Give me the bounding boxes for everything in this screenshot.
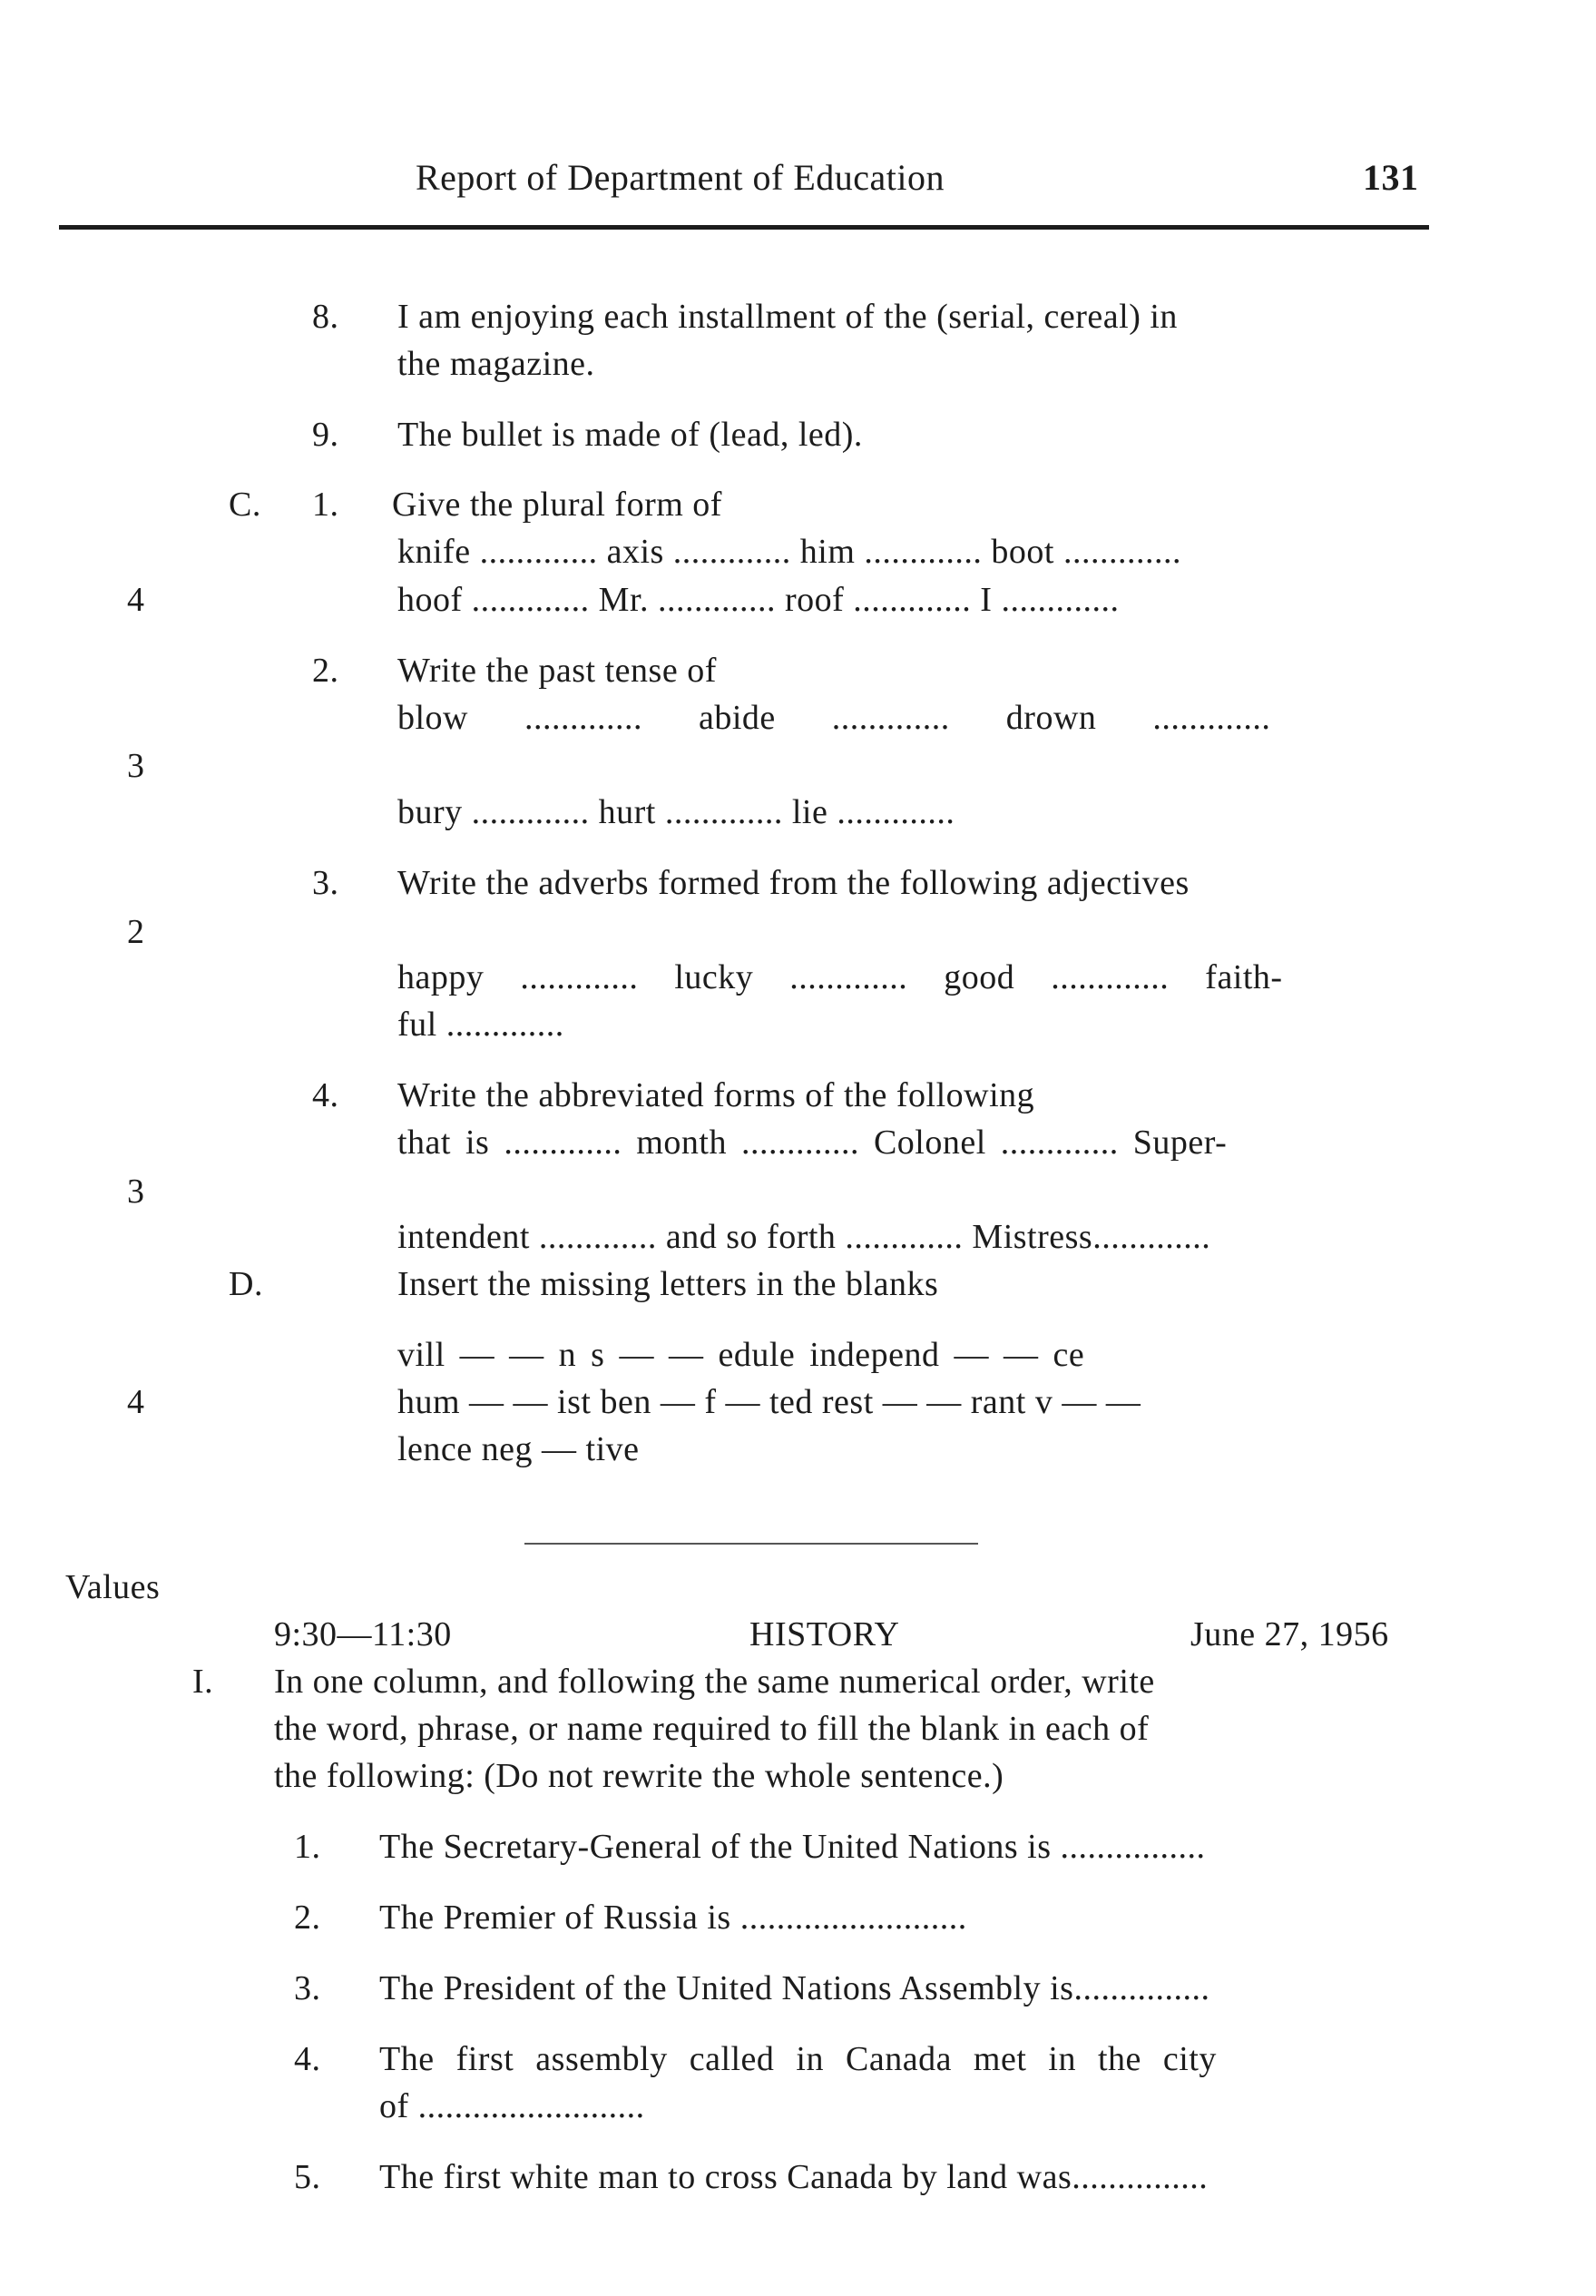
c3-prompt: Write the adverbs formed from the following adjectives — [397, 864, 1190, 902]
history-item-1-number: 1. — [294, 1828, 321, 1866]
c3-value: 2 — [127, 913, 145, 951]
c3-row-2: ful ............. — [397, 1006, 564, 1044]
d-row-3: lence neg — tive — [397, 1430, 640, 1468]
c1-value: 4 — [127, 581, 145, 619]
c3-number: 3. — [312, 864, 339, 902]
section-i-intro-line-1: In one column, and following the same numerical order, write — [274, 1663, 1155, 1701]
c4-row-1: that is ............. month ............. Colonel ............. Super- — [397, 1123, 1228, 1162]
c4-row-2: intendent ............. and so forth ............. Mistress............. — [397, 1218, 1211, 1256]
item-8-line-1: I am enjoying each installment of the (serial, cereal) in — [397, 298, 1178, 336]
running-header-title: Report of Department of Education — [416, 157, 945, 198]
c1-prompt: Give the plural form of — [392, 486, 722, 524]
history-item-5-text: The first white man to cross Canada by land was............... — [379, 2158, 1209, 2196]
c2-number: 2. — [312, 652, 339, 690]
history-item-4-text: The first assembly called in Canada met in the city — [379, 2040, 1217, 2078]
history-item-3-number: 3. — [294, 1969, 321, 2007]
c2-row-2: bury ............. hurt ............. lie ............. — [397, 793, 955, 831]
c1-number: 1. — [312, 486, 339, 524]
d-value: 4 — [127, 1383, 145, 1421]
section-i-intro-line-3: the following: (Do not rewrite the whole sentence.) — [274, 1757, 1004, 1795]
page-number: 131 — [1363, 157, 1419, 198]
history-item-4-text-cont: of ......................... — [379, 2087, 645, 2125]
history-item-1-text: The Secretary-General of the United Nations is ................ — [379, 1828, 1206, 1866]
history-item-2-text: The Premier of Russia is ......................... — [379, 1899, 967, 1937]
section-c-letter: C. — [229, 486, 261, 524]
d-row-1: vill — — n s — — edule independ — — ce — [397, 1336, 1085, 1374]
section-i-intro-line-2: the word, phrase, or name required to fill the blank in each of — [274, 1710, 1150, 1748]
c2-prompt: Write the past tense of — [397, 652, 717, 690]
c4-value: 3 — [127, 1173, 145, 1211]
item-8-line-2: the magazine. — [397, 345, 595, 383]
d-prompt: Insert the missing letters in the blanks — [397, 1265, 939, 1303]
section-divider — [524, 1543, 978, 1545]
d-row-2: hum — — ist ben — f — ted rest — — rant v — — — [397, 1383, 1141, 1421]
values-label: Values — [65, 1568, 161, 1606]
section-i-number: I. — [192, 1663, 214, 1701]
exam-time: 9:30—11:30 — [274, 1615, 452, 1653]
c4-prompt: Write the abbreviated forms of the following — [397, 1076, 1035, 1114]
c3-row-1: happy ............. lucky ............. good ............. faith- — [397, 958, 1283, 996]
item-8-number: 8. — [312, 298, 339, 336]
c2-row-1: blow ............. abide ............. drown ............. — [397, 699, 1271, 737]
c2-value: 3 — [127, 747, 145, 785]
c4-number: 4. — [312, 1076, 339, 1114]
history-item-5-number: 5. — [294, 2158, 321, 2196]
exam-subject: HISTORY — [749, 1615, 900, 1653]
c1-row-1: knife ............. axis ............. him ............. boot ............. — [397, 533, 1181, 571]
c1-row-2: hoof ............. Mr. ............. roof ............. I ............. — [397, 581, 1120, 619]
history-item-3-text: The President of the United Nations Assembly is............... — [379, 1969, 1210, 2007]
exam-date: June 27, 1956 — [1190, 1615, 1389, 1653]
item-9-number: 9. — [312, 416, 339, 454]
section-d-letter: D. — [229, 1265, 263, 1303]
item-9-text: The bullet is made of (lead, led). — [397, 416, 863, 454]
history-item-2-number: 2. — [294, 1899, 321, 1937]
history-item-4-number: 4. — [294, 2040, 321, 2078]
header-rule — [59, 225, 1429, 230]
